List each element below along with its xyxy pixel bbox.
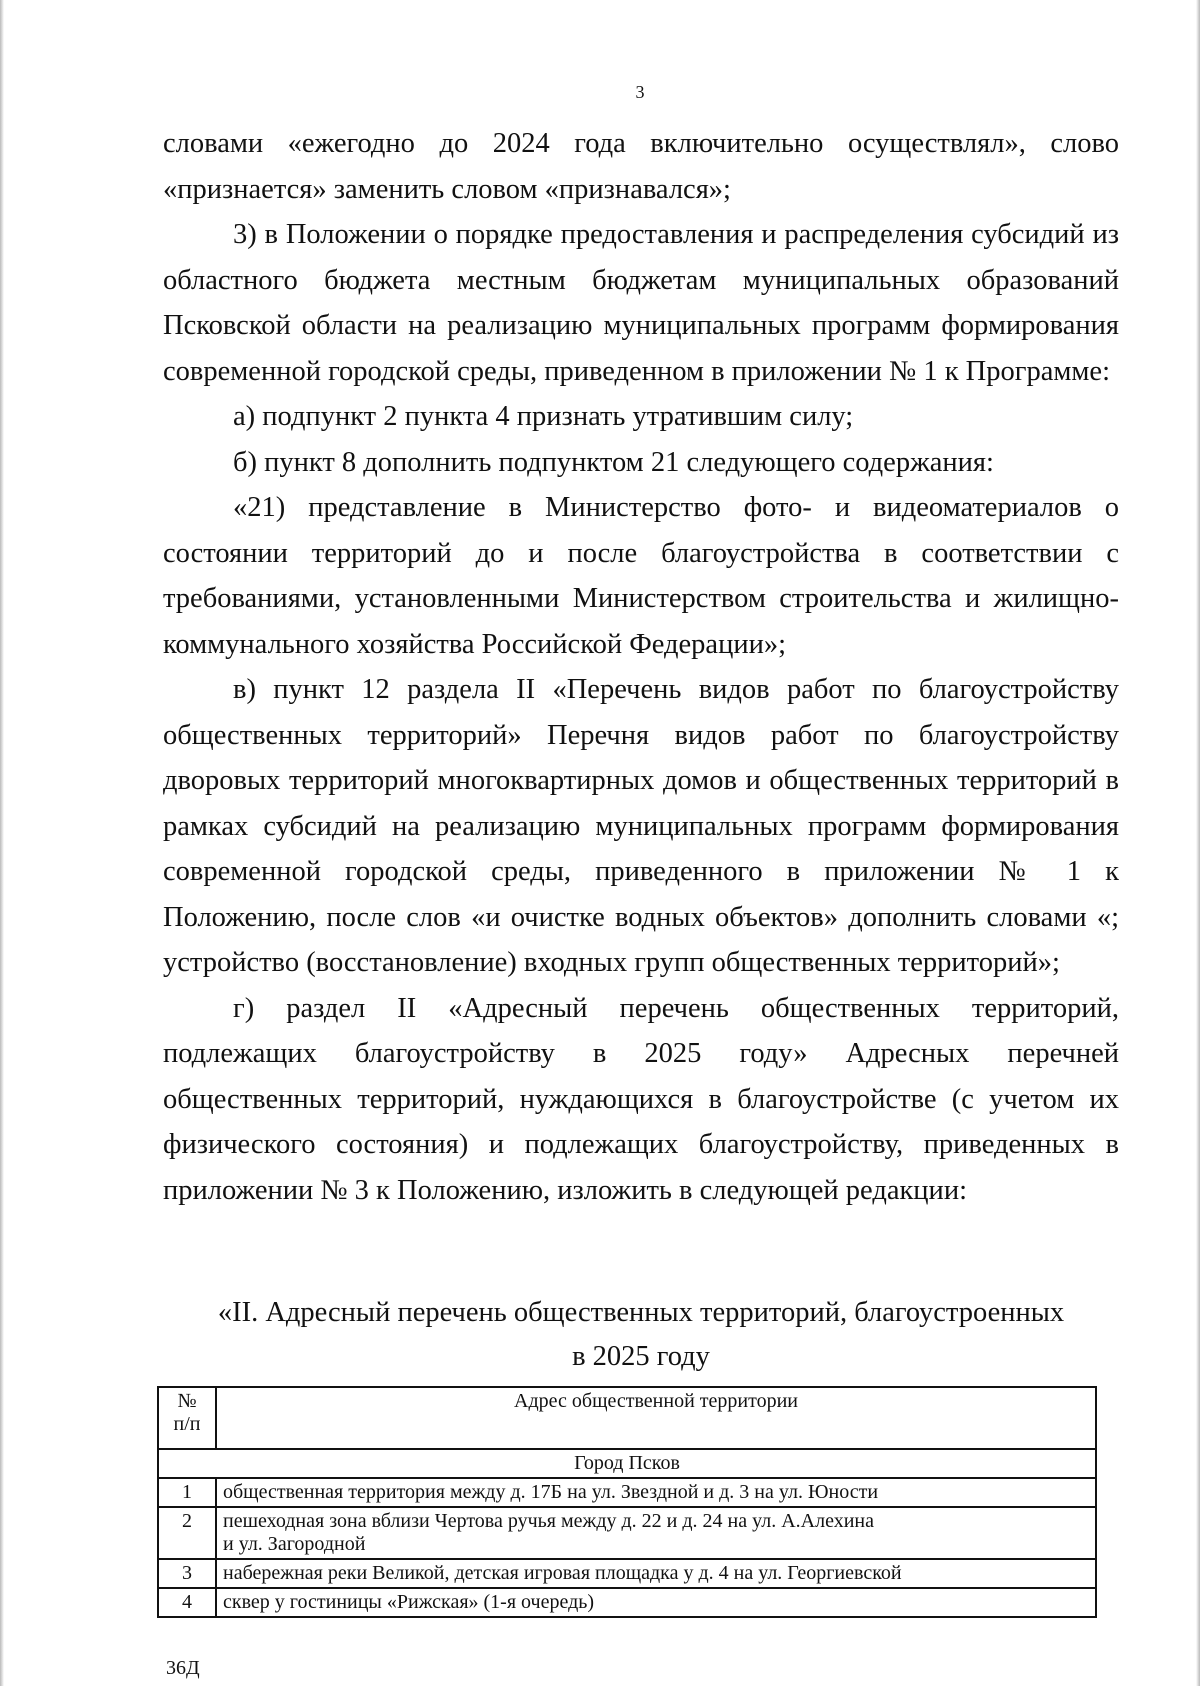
paragraph-subitem-b: б) пункт 8 дополнить подпунктом 21 следующего содержания:	[233, 446, 994, 478]
address-table	[157, 1386, 1097, 1618]
table-row	[158, 1478, 1096, 1507]
row-number: 4	[158, 1588, 216, 1617]
header-number	[158, 1387, 216, 1449]
row-address: набережная реки Великой, детская игровая площадка у д. 4 на ул. Георгиевской	[216, 1559, 1096, 1588]
paragraph-continuation: словами «ежегодно до 2024 года включительно осуществлял», слово «признается» заменить словом «признавался»;	[163, 128, 1119, 205]
scan-edge-left	[0, 0, 4, 1686]
header-number-abbr: п/п	[173, 1413, 201, 1435]
row-number: 3	[158, 1559, 216, 1588]
page-number: 3	[635, 82, 645, 102]
footer-document-code: 36Д	[166, 1657, 200, 1679]
table-city-row	[158, 1449, 1096, 1478]
row-address-line-2: и ул. Загородной	[223, 1533, 366, 1555]
row-number: 1	[158, 1478, 216, 1507]
table-header-row	[158, 1387, 1096, 1449]
paragraph-subitem-g: г) раздел II «Адресный перечень общественных территорий, подлежащих благоустройству в 2025 году» Адресных перечней общественных территорий, нуждающихся в благоустройстве (с учетом их физического состояния) и подлежащих благоустройству, приведенных в приложении № 3 к Положению, изложить в следующей редакции:	[163, 992, 1119, 1206]
paragraph-subitem-a: а) подпункт 2 пункта 4 признать утратившим силу;	[233, 401, 854, 432]
scan-edge-right	[1196, 0, 1200, 1686]
document-body	[163, 121, 1119, 1213]
section-title-line-1: «II. Адресный перечень общественных территорий, благоустроенных	[217, 1297, 1065, 1328]
row-address	[216, 1507, 1096, 1559]
table-row	[158, 1559, 1096, 1588]
table-row	[158, 1507, 1096, 1559]
row-address-line-1: пешеходная зона вблизи Чертова ручья между д. 22 и д. 24 на ул. А.Алехина	[223, 1510, 875, 1532]
city-name: Город Псков	[158, 1449, 1096, 1478]
header-number-sign: №	[177, 1390, 197, 1412]
row-address: общественная территория между д. 17Б на ул. Звездной и д. 3 на ул. Юности	[216, 1478, 1096, 1507]
paragraph-subitem-v: в) пункт 12 раздела II «Перечень видов работ по благоустройству общественных территорий» Перечня видов работ по благоустройству дворовых территорий многоквартирных домов и общественных территорий в рамках субсидий на реализацию муниципальных программ формирования современной городской среды, приведенного в приложении № 1 к Положению, после слов «и очистке водных объектов» дополнить словами «; устройство (восстановление) входных групп общественных территорий»;	[163, 674, 1119, 978]
section-title	[163, 1291, 1119, 1379]
table-row	[158, 1588, 1096, 1617]
row-number: 2	[158, 1507, 216, 1559]
paragraph-item-3: 3) в Положении о порядке предоставления и распределения субсидий из областного бюджета местным бюджетам муниципальных образований Псковской области на реализацию муниципальных программ формирования современной городской среды, приведенном в приложении № 1 к Программе:	[163, 219, 1119, 387]
paragraph-quote-21: «21) представление в Министерство фото- и видеоматериалов о состоянии территорий до и после благоустройства в соответствии с требованиями, установленными Министерством строительства и жилищно-коммунального хозяйства Российской Федерации»;	[163, 492, 1119, 660]
section-title-line-2: в 2025 году	[572, 1341, 710, 1372]
row-address: сквер у гостиницы «Рижская» (1-я очередь)	[216, 1588, 1096, 1617]
header-address: Адрес общественной территории	[216, 1387, 1096, 1449]
